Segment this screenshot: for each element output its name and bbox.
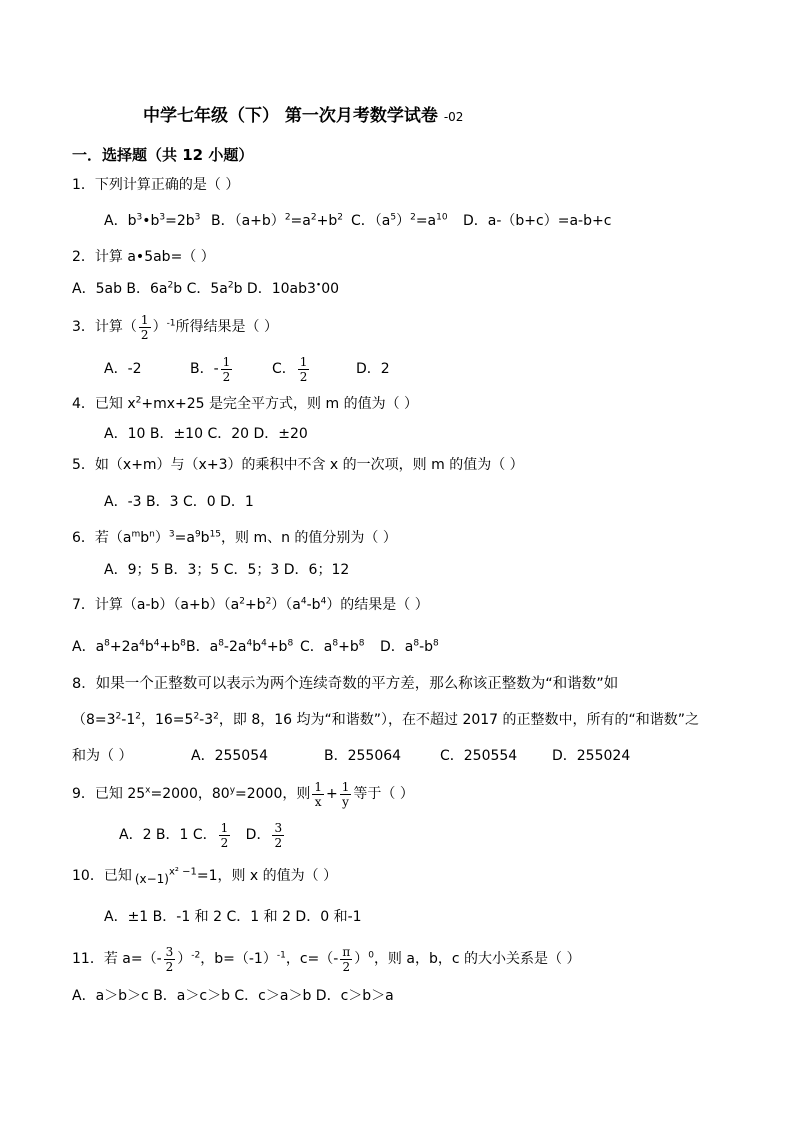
question-1-option-d: D．a-（b+c）=a-b+c [463, 213, 612, 229]
question-6-stem: 6．若$(a^mb^n)^3=a^9b^{15}$，则 m、n 的值分别为（ ） [72, 529, 397, 546]
question-7-stem: 7．计算$(a-b)(a+b)(a^2+b^2)(a^4-b^4)$的结果是（ ） [72, 596, 429, 613]
question-9-options: A．2 B．1 C． $\frac{1}{2}$ D． $\frac{3}{2}$ [119, 820, 283, 850]
question-8-option-c: C．250554 [440, 748, 518, 764]
question-8-option-d: D．255024 [552, 748, 631, 764]
question-4-stem: 4．已知 $x^2+mx+25$ 是完全平方式，则 m 的值为（ ） [72, 395, 419, 412]
question-7-option-a: A．$a^8+2a^4b^4+b^8$ [72, 638, 186, 655]
fraction: $\frac{3}{2}$ [165, 944, 174, 974]
question-11-stem: 11．若 a=（- $\frac{3}{2}$ ）$^{-2}$，$b=(-1)^{-1}$，c=（- $\frac{\pi}{2}$ ）$^0$，则 a，b，c 的大小关系是（ ） [72, 944, 581, 974]
fraction: $\frac{1}{y}$ [341, 779, 350, 809]
question-3-option-b: B．- $\frac{1}{2}$ [190, 354, 231, 384]
fraction: $\frac{1}{x}$ [314, 779, 323, 809]
question-6-options: A．9；5 B．3；5 C．5；3 D．6；12 [104, 562, 350, 578]
title-suffix: -02 [443, 110, 464, 124]
question-3-stem: 3．计算（ $\frac{1}{2}$ ）$^{-1}$所得结果是（ ） [72, 312, 278, 342]
question-3-option-a: A．-2 [104, 361, 142, 377]
question-1-option-c: C．$(a^5)^2=a^{10}$ [351, 212, 448, 229]
fraction: $\frac{1}{2}$ [140, 312, 149, 342]
exam-title [143, 106, 463, 127]
section-heading: 一．选择题（共 12 小题） [72, 146, 254, 164]
question-7-option-c: C．$a^8+b^8$ [300, 638, 365, 655]
question-3-option-c: C． $\frac{1}{2}$ [272, 354, 308, 384]
question-8-line-1: 8．如果一个正整数可以表示为两个连续奇数的平方差，那么称该正整数为“和谐数”如 [72, 676, 619, 692]
fraction: $\frac{\pi}{2}$ [342, 944, 351, 974]
question-8-line-2: （$8=3^2-1^2$，$16=5^2-3^2$，即 8，16 均为“和谐数”），在不超过 2017 的正整数中，所有的“和谐数”之 [72, 711, 700, 728]
question-8-option-a: A．255054 [191, 748, 269, 764]
question-2-options: A．5ab B．$6a^2b$ C．$5a^2b$ D．10ab3•00 [72, 280, 340, 297]
question-8-option-b: B．255064 [324, 748, 402, 764]
question-10-stem: 10．已知 $(x-1)^{x^2 -1}=1$，则 x 的值为（ ） [72, 866, 338, 886]
question-11-options: A．a＞b＞c B．a＞c＞b C．c＞a＞b D．c＞b＞a [72, 988, 394, 1004]
question-1-option-a: A．$b^3•b^3=2b^3$ [104, 212, 201, 229]
question-2-stem: 2．计算 a•5ab=（ ） [72, 249, 215, 265]
question-9-stem: 9．已知 $25^x=2000$，$80^y=2000$，则 $\frac{1}{x}$ + $\frac{1}{y}$ 等于（ ） [72, 779, 414, 809]
question-7-option-d: D．$a^8-b^8$ [380, 638, 439, 655]
question-1-option-b: B．$(a+b)^2=a^2+b^2$ [211, 212, 343, 229]
question-1-stem: 1．下列计算正确的是（ ） [72, 177, 240, 193]
question-3-option-d: D．2 [356, 361, 390, 377]
question-4-options: A．10 B．±10 C．20 D．±20 [104, 426, 308, 442]
question-5-options: A．-3 B．3 C．0 D．1 [104, 494, 254, 510]
question-5-stem: 5．如（x+m）与（x+3）的乘积中不含 x 的一次项，则 m 的值为（ ） [72, 457, 524, 473]
question-8-line-3: 和为（ ） [72, 748, 133, 764]
question-7-option-b: B．$a^8-2a^4b^4+b^8$ [186, 638, 294, 655]
question-10-options: A．±1 B．-1 和 2 C．1 和 2 D．0 和-1 [104, 909, 362, 925]
title-main: 中学七年级（下） 第一次月考数学试卷 [143, 106, 438, 126]
